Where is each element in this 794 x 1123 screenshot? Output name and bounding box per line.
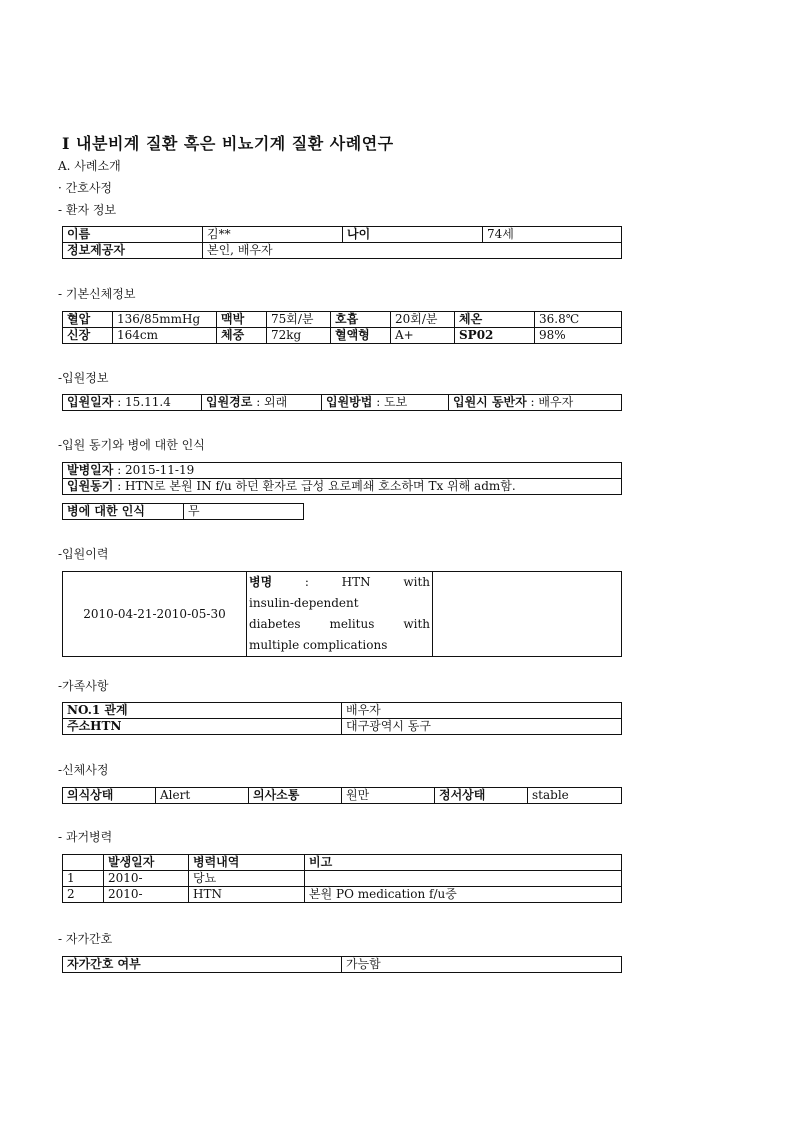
age-label: 나이 [343, 227, 483, 243]
subsection-heading: · 간호사정 [58, 181, 112, 195]
table-row [63, 855, 622, 871]
table-row [63, 703, 622, 719]
family-heading: -가족사항 [58, 679, 109, 693]
reason-label: 입원동기 [67, 479, 114, 493]
name-value: 김** [203, 227, 343, 243]
past-history-table [62, 854, 622, 903]
table-row [63, 957, 622, 973]
communication-label: 의사소통 [249, 788, 342, 804]
spo2-label: SP02 [455, 328, 535, 344]
admission-method-label: 입원방법 [326, 395, 373, 409]
name-label: 이름 [63, 227, 203, 243]
reason-cell [63, 479, 622, 495]
history-diagnosis-cell [247, 572, 433, 657]
history-empty-cell [433, 572, 622, 657]
table-row [63, 479, 622, 495]
admission-route-cell [202, 395, 322, 411]
relation-value: 배우자 [342, 703, 622, 719]
motive-heading: -입원 동기와 병에 대한 인식 [58, 438, 205, 452]
resp-value: 20회/분 [391, 312, 455, 328]
relation-label: NO.1 관계 [63, 703, 342, 719]
admission-route-label: 입원경로 [206, 395, 253, 409]
history-diagnosis-label: 병명 [249, 575, 273, 589]
table-row [63, 463, 622, 479]
pulse-value: 75회/분 [267, 312, 331, 328]
age-value: 74세 [483, 227, 622, 243]
selfcare-label: 자가간호 여부 [63, 957, 342, 973]
past-row-no: 1 [63, 871, 104, 887]
provider-label: 정보제공자 [63, 243, 203, 259]
spo2-value: 98% [535, 328, 622, 344]
past-row-date: 2010- [104, 871, 189, 887]
history-diagnosis-line4: multiple complications [249, 638, 388, 652]
table-row [63, 719, 622, 735]
history-heading: -입원이력 [58, 547, 109, 561]
admission-companion-value: : 배우자 [526, 395, 574, 409]
family-table [62, 702, 622, 735]
table-row [63, 871, 622, 887]
admission-route-value: : 외래 [252, 395, 288, 409]
temp-label: 체온 [455, 312, 535, 328]
reason-value: : HTN로 본원 IN f/u 하던 환자로 급성 요로폐쇄 호소하며 Tx 위해 adm함. [113, 479, 516, 493]
address-value: 대구광역시 동구 [342, 719, 622, 735]
weight-value: 72kg [267, 328, 331, 344]
onset-label: 발병일자 [67, 463, 114, 477]
admission-table [62, 394, 622, 411]
table-row [63, 243, 622, 259]
admission-date-value: : 15.11.4 [113, 395, 171, 409]
selfcare-heading: - 자가간호 [58, 932, 113, 946]
vitals-table [62, 311, 622, 344]
admission-companion-cell [449, 395, 622, 411]
past-row-date: 2010- [104, 887, 189, 903]
past-col-date: 발생일자 [104, 855, 189, 871]
bp-label: 혈압 [63, 312, 113, 328]
consciousness-label: 의식상태 [63, 788, 156, 804]
table-row [63, 395, 622, 411]
admission-date-label: 입원일자 [67, 395, 114, 409]
vitals-heading: - 기본신체정보 [58, 287, 136, 301]
pulse-label: 맥박 [217, 312, 267, 328]
status-heading: -신체사정 [58, 763, 109, 777]
admission-companion-label: 입원시 동반자 [453, 395, 527, 409]
past-row-content: HTN [189, 887, 305, 903]
history-diagnosis-line1-text: : HTN with [272, 575, 430, 589]
past-header-empty [63, 855, 104, 871]
patient-info-heading: - 환자 정보 [58, 203, 117, 217]
admission-method-value: : 도보 [372, 395, 408, 409]
patient-info-table [62, 226, 622, 259]
admission-date-cell [63, 395, 202, 411]
communication-value: 원만 [342, 788, 435, 804]
past-history-heading: - 과거병력 [58, 830, 113, 844]
awareness-label: 병에 대한 인식 [63, 504, 184, 520]
emotion-value: stable [528, 788, 622, 804]
table-row [63, 328, 622, 344]
table-row [63, 572, 622, 657]
history-table [62, 571, 622, 657]
history-diagnosis-line3: diabetes melitus with [249, 617, 430, 631]
history-date-range: 2010-04-21-2010-05-30 [63, 572, 247, 657]
history-diagnosis-line2: insulin-dependent [249, 596, 359, 610]
resp-label: 호흡 [331, 312, 391, 328]
status-table [62, 787, 622, 804]
table-row [63, 788, 622, 804]
selfcare-value: 가능함 [342, 957, 622, 973]
page-title: Ⅰ 내분비계 질환 혹은 비뇨기계 질환 사례연구 [62, 134, 394, 153]
weight-label: 체중 [217, 328, 267, 344]
table-row [63, 887, 622, 903]
past-row-no: 2 [63, 887, 104, 903]
awareness-table [62, 503, 304, 520]
bp-value: 136/85mmHg [113, 312, 217, 328]
motive-table [62, 462, 622, 495]
section-heading: A. 사례소개 [58, 159, 121, 173]
admission-heading: -입원정보 [58, 371, 109, 385]
provider-value: 본인, 배우자 [203, 243, 622, 259]
past-row-note: 본원 PO medication f/u중 [305, 887, 622, 903]
onset-cell [63, 463, 622, 479]
address-label: 주소HTN [63, 719, 342, 735]
history-diagnosis-line1 [249, 572, 430, 593]
past-col-note: 비고 [305, 855, 622, 871]
past-col-content: 병력내역 [189, 855, 305, 871]
selfcare-table [62, 956, 622, 973]
admission-method-cell [322, 395, 449, 411]
height-value: 164cm [113, 328, 217, 344]
emotion-label: 정서상태 [435, 788, 528, 804]
table-row [63, 227, 622, 243]
height-label: 신장 [63, 328, 113, 344]
awareness-value: 무 [184, 504, 304, 520]
temp-value: 36.8℃ [535, 312, 622, 328]
table-row [63, 312, 622, 328]
blood-type-value: A+ [391, 328, 455, 344]
table-row [63, 504, 304, 520]
blood-type-label: 혈액형 [331, 328, 391, 344]
onset-value: : 2015-11-19 [113, 463, 195, 477]
past-row-content: 당뇨 [189, 871, 305, 887]
past-row-note [305, 871, 622, 887]
consciousness-value: Alert [156, 788, 249, 804]
